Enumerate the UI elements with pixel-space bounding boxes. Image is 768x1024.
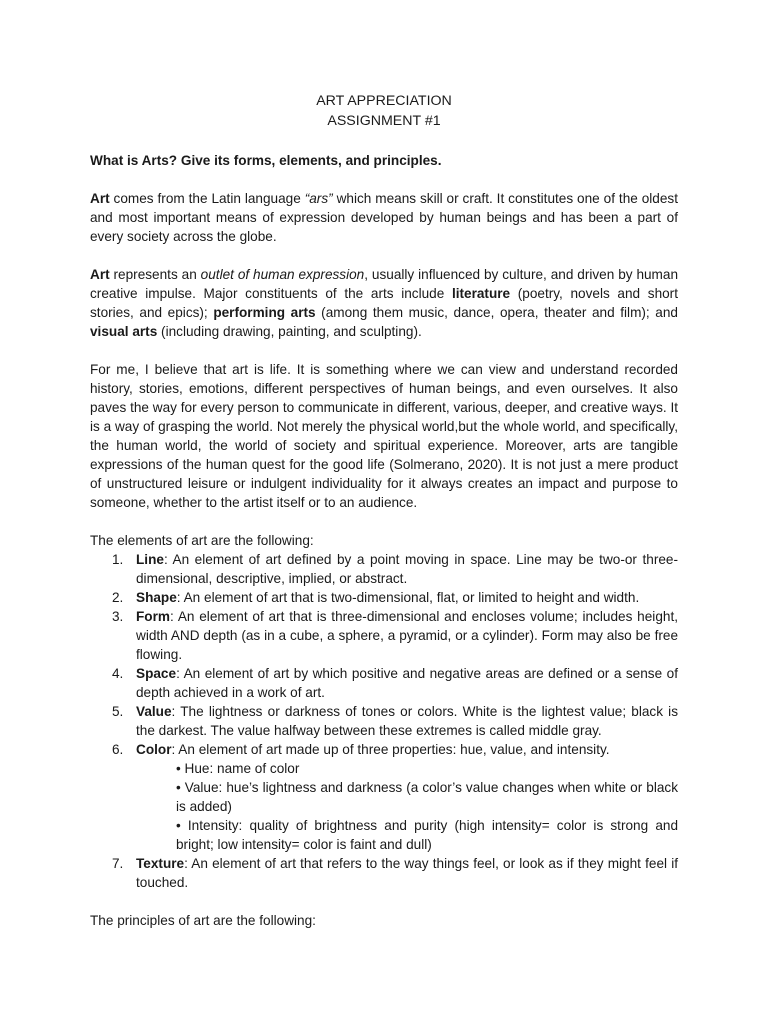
paragraph-art-origin	[90, 189, 678, 246]
element-term: Color	[136, 742, 172, 757]
list-number: 2.	[112, 590, 124, 605]
list-number: 3.	[112, 609, 124, 624]
element-desc: : An element of art that is two-dimensional, flat, or limited to height and width.	[176, 590, 640, 605]
italic-term: “ars”	[304, 191, 333, 206]
text-span: (poetry, novels and short stories, and epics);	[90, 286, 678, 320]
element-term: Form	[136, 609, 170, 624]
bold-term: performing arts	[213, 305, 316, 320]
element-desc: : An element of art by which positive and negative areas are defined or a sense of depth achieved in a work of art.	[136, 666, 678, 700]
paragraph-art-represents	[90, 265, 678, 341]
bold-term: Art	[90, 191, 110, 206]
bold-term: Art	[90, 267, 110, 282]
text-span: which means skill or craft. It constitutes one of the oldest and most important means of expression developed by human beings and has been a part of every society across the globe.	[90, 191, 679, 244]
italic-term: outlet of human expression	[200, 267, 365, 282]
element-desc: : An element of art that refers to the way things feel, or look as if they might feel if touched.	[136, 856, 678, 890]
text-span: , usually influenced by culture, and driven by human creative impulse. Major constituents of the arts include	[90, 267, 679, 301]
list-number: 1.	[112, 552, 124, 567]
text-span: comes from the Latin language	[109, 191, 305, 206]
element-term: Line	[136, 552, 164, 567]
elements-intro: The elements of art are the following:	[90, 533, 314, 548]
list-item	[90, 607, 678, 664]
paragraph-personal-view: For me, I believe that art is life. It is something where we can view and understand recorded history, stories, emotions, different perspectives of human beings, and even ourselves. It also paves the way for every person to communicate in different, various, deeper, and creative ways. It is a way of grasping the world. Not merely the physical world,but the whole world, and specifically, the human world, the world of society and spiritual experience. Moreover, arts are tangible expressions of the human quest for the good life (Solmerano, 2020). It is not just a mere product of unstructured leisure or indulgent individuality for it always creates an impact and purpose to someone, whether to the artist itself or to an audience.	[90, 362, 678, 510]
element-term: Texture	[136, 856, 185, 871]
text-span: (among them music, dance, opera, theater and film); and	[315, 305, 678, 320]
element-term: Value	[136, 704, 172, 719]
element-desc: : An element of art made up of three properties: hue, value, and intensity.	[171, 742, 610, 757]
assignment-question: What is Arts? Give its forms, elements, and principles.	[90, 153, 442, 168]
principles-intro: The principles of art are the following:	[90, 913, 316, 928]
document-content	[90, 92, 678, 930]
bold-term: visual arts	[90, 324, 158, 339]
title-line-1: ART APPRECIATION	[316, 93, 452, 109]
color-property-hue: • Hue: name of color	[176, 761, 300, 776]
list-number: 6.	[112, 742, 124, 757]
element-term: Shape	[136, 590, 177, 605]
list-item	[90, 550, 678, 588]
list-item	[90, 702, 678, 740]
list-item	[90, 588, 678, 607]
element-term: Space	[136, 666, 177, 681]
element-desc: : The lightness or darkness of tones or colors. White is the lightest value; black is the darkest. The value halfway between these extremes is called middle gray.	[136, 704, 678, 738]
color-property-value: • Value: hue’s lightness and darkness (a color’s value changes when white or black is added)	[176, 780, 678, 814]
text-span: (including drawing, painting, and sculpting).	[157, 324, 422, 339]
elements-list	[90, 550, 678, 892]
list-number: 4.	[112, 666, 124, 681]
element-desc: : An element of art that is three-dimensional and encloses volume; includes height, width AND depth (as in a cube, a sphere, a pyramid, or a cylinder). Form may also be free flowing.	[136, 609, 678, 662]
bold-term: literature	[451, 286, 511, 301]
list-item	[90, 664, 678, 702]
list-item	[90, 854, 678, 892]
color-property-intensity: • Intensity: quality of brightness and purity (high intensity= color is strong and bright; low intensity= color is faint and dull)	[176, 818, 678, 852]
list-number: 5.	[112, 704, 124, 719]
list-number: 7.	[112, 856, 124, 871]
list-item	[90, 740, 678, 854]
title-line-2: ASSIGNMENT #1	[327, 112, 441, 129]
text-span: represents an	[109, 267, 201, 282]
element-desc: : An element of art defined by a point moving in space. Line may be two-or three-dimensional, descriptive, implied, or abstract.	[136, 552, 678, 586]
